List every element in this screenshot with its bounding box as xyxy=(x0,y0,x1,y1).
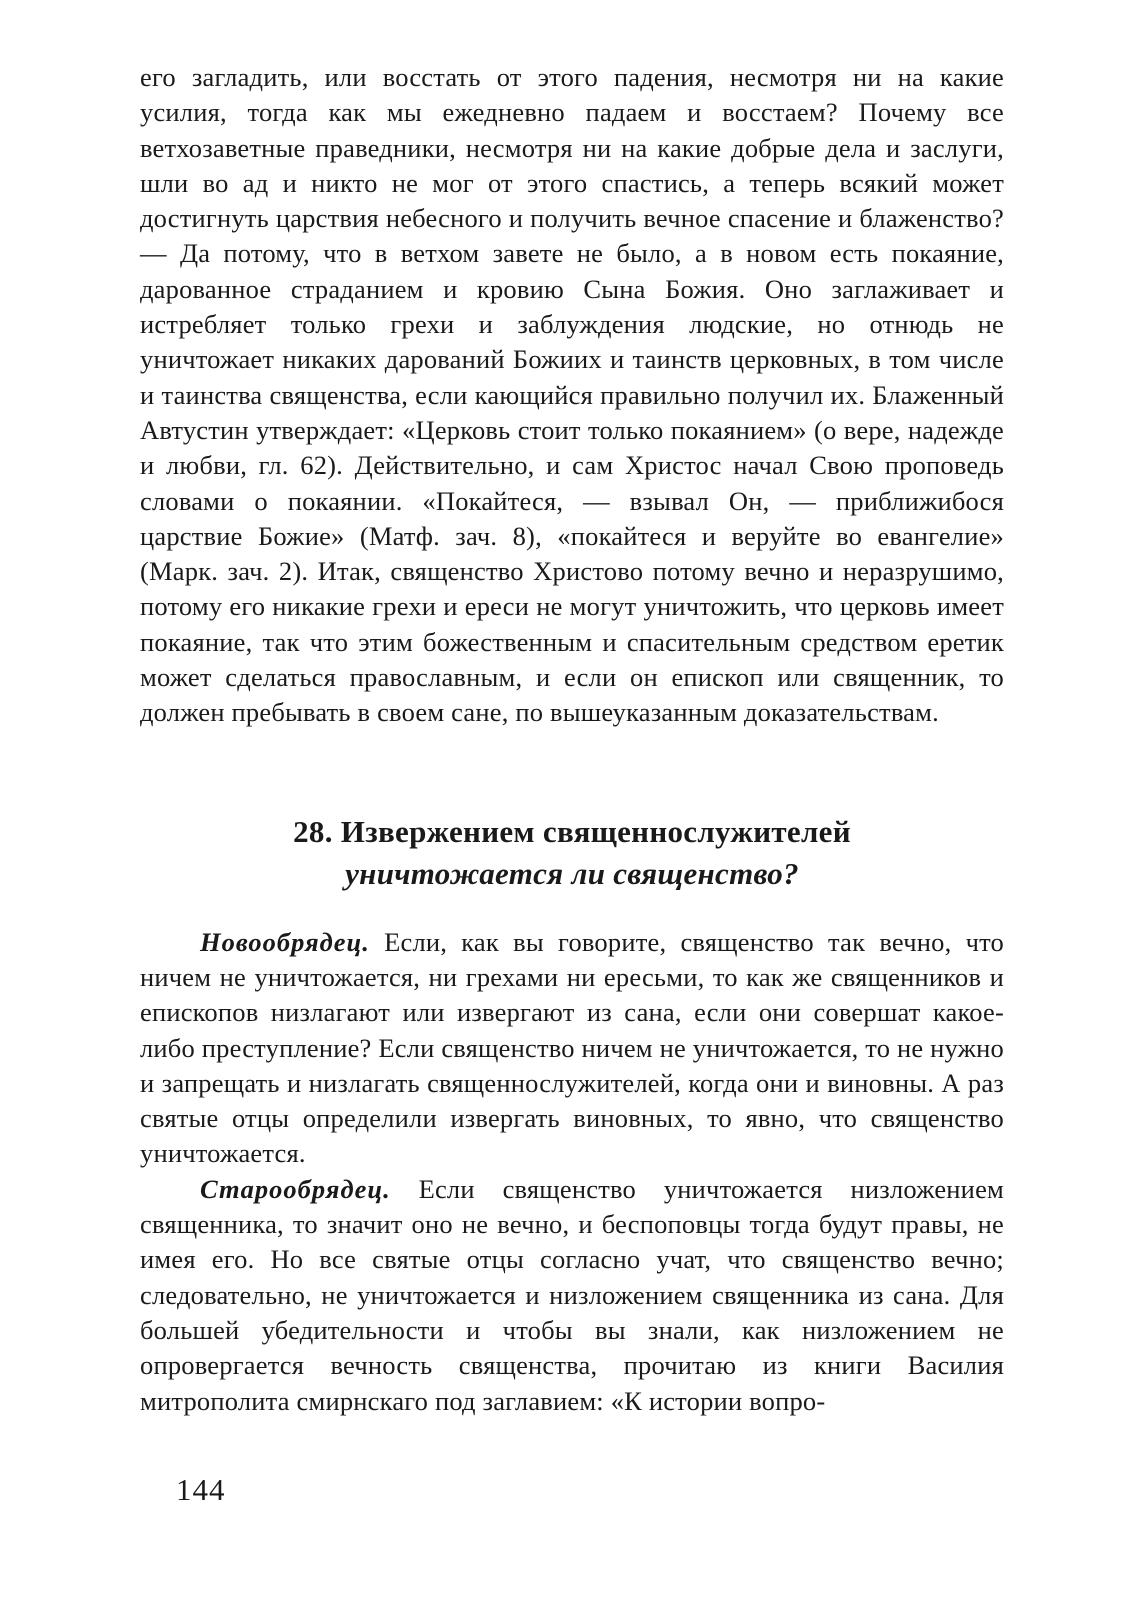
page-body xyxy=(140,60,1004,1419)
speaker-label: Новообрядец. xyxy=(200,926,370,957)
speaker-label: Старообрядец. xyxy=(200,1173,391,1204)
intro-paragraph: его загладить, или восстать от этого падения, несмотря ни на какие усилия, тогда как мы ежедневно падаем и восстаем? Почему все ветхозаветные праведники, несмотря ни на какие добрые дела и заслуги, шли во ад и никто не мог от этого спастись, а теперь всякий может достигнуть царствия небесного и получить вечное спасение и блаженство? — Да потому, что в ветхом завете не было, а в новом есть покаяние, дарованное страданием и кровию Сына Божия. Оно заглаживает и истребляет только грехи и заблуждения людские, но отнюдь не уничтожает никаких дарований Божиих и таинств церковных, в том числе и таинства священства, если кающийся правильно получил их. Блаженный Автустин утверждает: «Церковь стоит только покаянием» (о вере, надежде и любви, гл. 62). Действительно, и сам Христос начал Свою проповедь словами о покаянии. «Покайтеся, — взывал Он, — приближибося царствие Божие» (Матф. зач. 8), «покайтеся и веруйте во евангелие» (Марк. зач. 2). Итак, священство Христово потому вечно и неразрушимо, потому его никакие грехи и ереси не могут уничтожить, что церковь имеет покаяние, так что этим божественным и спасительным средством еретик может сделаться православным, и если он епископ или священник, то должен пребывать в своем сане, по вышеуказанным доказательствам. xyxy=(140,62,1004,728)
dialog-text: Если, как вы говорите, священство так вечно, что ничем не уничтожается, ни грехами ни ересьми, то как же священников и епископов низлагают или извергают из сана, если они совершат какое-либо преступление? Если священство ничем не уничтожается, то не нужно и запрещать и низлагать священнослужителей, когда они и виновны. А раз святые отцы определили извергать виновных, то явно, что священство уничтожается. xyxy=(140,926,1004,1169)
dialog-text: Если священство уничтожается низложением священника, то значит оно не вечно, и беспоповцы тогда будут правы, не имея его. Но все святые отцы согласно учат, что священство вечно; следовательно, не уничтожается и низложением священника из сана. Для большей убедительности и чтобы вы знали, как низложением не опровергается вечность священства, прочитаю из книги Василия митрополита смирнскаго под заглавием: «К истории вопро- xyxy=(140,1173,1004,1416)
dialog-paragraph-novoobryadets xyxy=(140,925,1004,1172)
dialog-paragraph-staroobryadets xyxy=(140,1172,1004,1419)
section-heading xyxy=(140,811,1004,895)
section-heading-line1: 28. Извержением священнослужителей xyxy=(293,813,851,849)
page-number: 144 xyxy=(176,1472,226,1507)
section-heading-line2: уничтожается ли священство? xyxy=(345,855,799,891)
